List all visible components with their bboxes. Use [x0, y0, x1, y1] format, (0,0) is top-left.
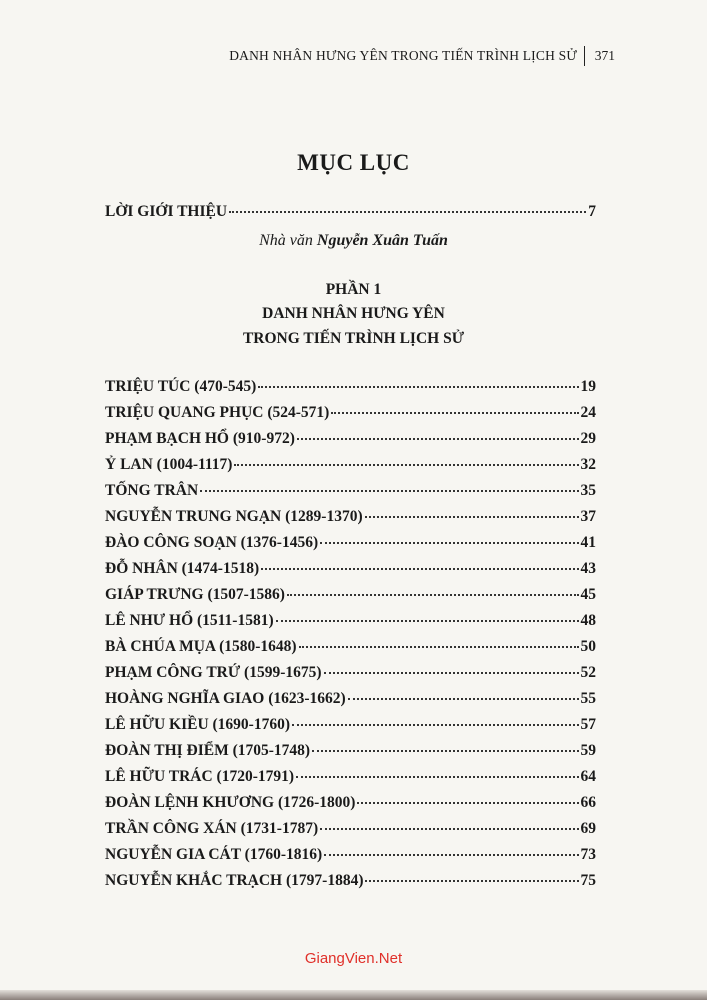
dot-leader [234, 464, 578, 466]
intro-author [0, 232, 707, 250]
toc-entry[interactable] [105, 664, 596, 686]
toc-entry-page: 35 [580, 482, 596, 499]
toc-entry-label: Ỷ LAN (1004-1117) [105, 456, 233, 473]
dot-leader [276, 620, 579, 622]
toc-entry-page: 7 [588, 203, 596, 220]
toc-entry-label: ĐOÀN LỆNH KHƯƠNG (1726-1800) [105, 794, 356, 811]
dot-leader [258, 386, 578, 388]
toc-entry-page: 48 [580, 612, 596, 629]
toc-entry[interactable] [105, 430, 596, 452]
dot-leader [299, 646, 579, 648]
toc-entry-label: LÊ NHƯ HỔ (1511-1581) [105, 612, 274, 629]
toc-entry-page: 66 [580, 794, 596, 811]
dot-leader [331, 412, 578, 414]
dot-leader [348, 698, 579, 700]
toc-entry[interactable] [105, 690, 596, 712]
dot-leader [320, 828, 578, 830]
toc-entry[interactable] [105, 872, 596, 894]
toc-entry-label: PHẠM BẠCH HỔ (910-972) [105, 430, 295, 447]
dot-leader [287, 594, 579, 596]
dot-leader [312, 750, 578, 752]
toc-entry-label: PHẠM CÔNG TRỨ (1599-1675) [105, 664, 322, 681]
dot-leader [365, 880, 578, 882]
dot-leader [297, 438, 579, 440]
dot-leader [324, 672, 579, 674]
toc-entry-page: 19 [580, 378, 596, 395]
dot-leader [320, 542, 578, 544]
toc-entry[interactable] [105, 612, 596, 634]
toc-entry-label: NGUYỄN TRUNG NGẠN (1289-1370) [105, 508, 363, 525]
toc-entry-page: 57 [580, 716, 596, 733]
author-prefix: Nhà văn [259, 232, 313, 249]
dot-leader [200, 490, 578, 492]
toc-entry[interactable] [105, 404, 596, 426]
toc-entry-label: HOÀNG NGHĨA GIAO (1623-1662) [105, 690, 346, 707]
toc-entry-page: 55 [580, 690, 596, 707]
toc-entry[interactable] [105, 768, 596, 790]
toc-entry-page: 45 [580, 586, 596, 603]
author-name: Nguyễn Xuân Tuấn [316, 232, 448, 249]
running-header [0, 48, 707, 68]
toc-entry-page: 59 [580, 742, 596, 759]
toc-entry-page: 52 [580, 664, 596, 681]
dot-leader [229, 211, 586, 213]
dot-leader [357, 802, 578, 804]
toc-entry[interactable] [105, 716, 596, 738]
toc-entry-intro[interactable] [105, 203, 596, 225]
toc-entry-page: 32 [580, 456, 596, 473]
toc-entry-page: 37 [580, 508, 596, 525]
dot-leader [324, 854, 578, 856]
page-edge-shadow [0, 990, 707, 1000]
toc-entry-label: ĐỖ NHÂN (1474-1518) [105, 560, 260, 577]
dot-leader [292, 724, 579, 726]
toc-entry[interactable] [105, 846, 596, 868]
toc-entry-page: 69 [580, 820, 596, 837]
toc-entry[interactable] [105, 794, 596, 816]
dot-leader [261, 568, 578, 570]
toc-entry-label: LỜI GIỚI THIỆU [105, 203, 228, 220]
toc-entry-label: LÊ HỮU KIỀU (1690-1760) [105, 716, 290, 733]
toc-entry-label: TRIỆU TÚC (470-545) [105, 378, 257, 395]
toc-entry[interactable] [105, 482, 596, 504]
toc-entry-label: TRẦN CÔNG XÁN (1731-1787) [105, 820, 319, 837]
running-header-title: DANH NHÂN HƯNG YÊN TRONG TIẾN TRÌNH LỊCH SỬ [229, 48, 577, 63]
toc-entry-label: ĐOÀN THỊ ĐIỂM (1705-1748) [105, 742, 311, 759]
toc-title: MỤC LỤC [297, 150, 410, 175]
watermark-text: GiangVien.Net [304, 950, 403, 967]
toc-entry[interactable] [105, 456, 596, 478]
toc-entry-label: TỐNG TRÂN [105, 482, 199, 499]
running-header-divider [584, 46, 585, 66]
toc-entry[interactable] [105, 820, 596, 842]
toc-entry-label: TRIỆU QUANG PHỤC (524-571) [105, 404, 330, 421]
toc-entry[interactable] [105, 534, 596, 556]
toc-entry-page: 41 [580, 534, 596, 551]
toc-entry[interactable] [105, 378, 596, 400]
toc-entry-page: 64 [580, 768, 596, 785]
toc-entry-page: 43 [580, 560, 596, 577]
dot-leader [365, 516, 579, 518]
toc-entry[interactable] [105, 742, 596, 764]
toc-entry-page: 73 [580, 846, 596, 863]
toc-entry-page: 75 [580, 872, 596, 889]
toc-entry[interactable] [105, 586, 596, 608]
toc-entry[interactable] [105, 560, 596, 582]
toc-entry[interactable] [105, 638, 596, 660]
part-title-line-2: TRONG TIẾN TRÌNH LỊCH SỬ [242, 330, 465, 347]
toc-entry[interactable] [105, 508, 596, 530]
toc-entry-label: LÊ HỮU TRÁC (1720-1791) [105, 768, 295, 785]
toc-entry-page: 50 [580, 638, 596, 655]
toc-entry-page: 29 [580, 430, 596, 447]
dot-leader [296, 776, 578, 778]
toc-entry-label: NGUYỄN KHẮC TRẠCH (1797-1884) [105, 872, 364, 889]
part-number: PHẦN 1 [325, 281, 382, 298]
toc-entry-label: NGUYỄN GIA CÁT (1760-1816) [105, 846, 323, 863]
toc-entry-page: 24 [580, 404, 596, 421]
toc-entry-label: ĐÀO CÔNG SOẠN (1376-1456) [105, 534, 319, 551]
toc-entry-label: BÀ CHÚA MỤA (1580-1648) [105, 638, 297, 655]
toc-entry-label: GIÁP TRƯNG (1507-1586) [105, 586, 285, 603]
running-header-page-number: 371 [594, 48, 615, 63]
part-title-line-1: DANH NHÂN HƯNG YÊN [262, 305, 445, 322]
